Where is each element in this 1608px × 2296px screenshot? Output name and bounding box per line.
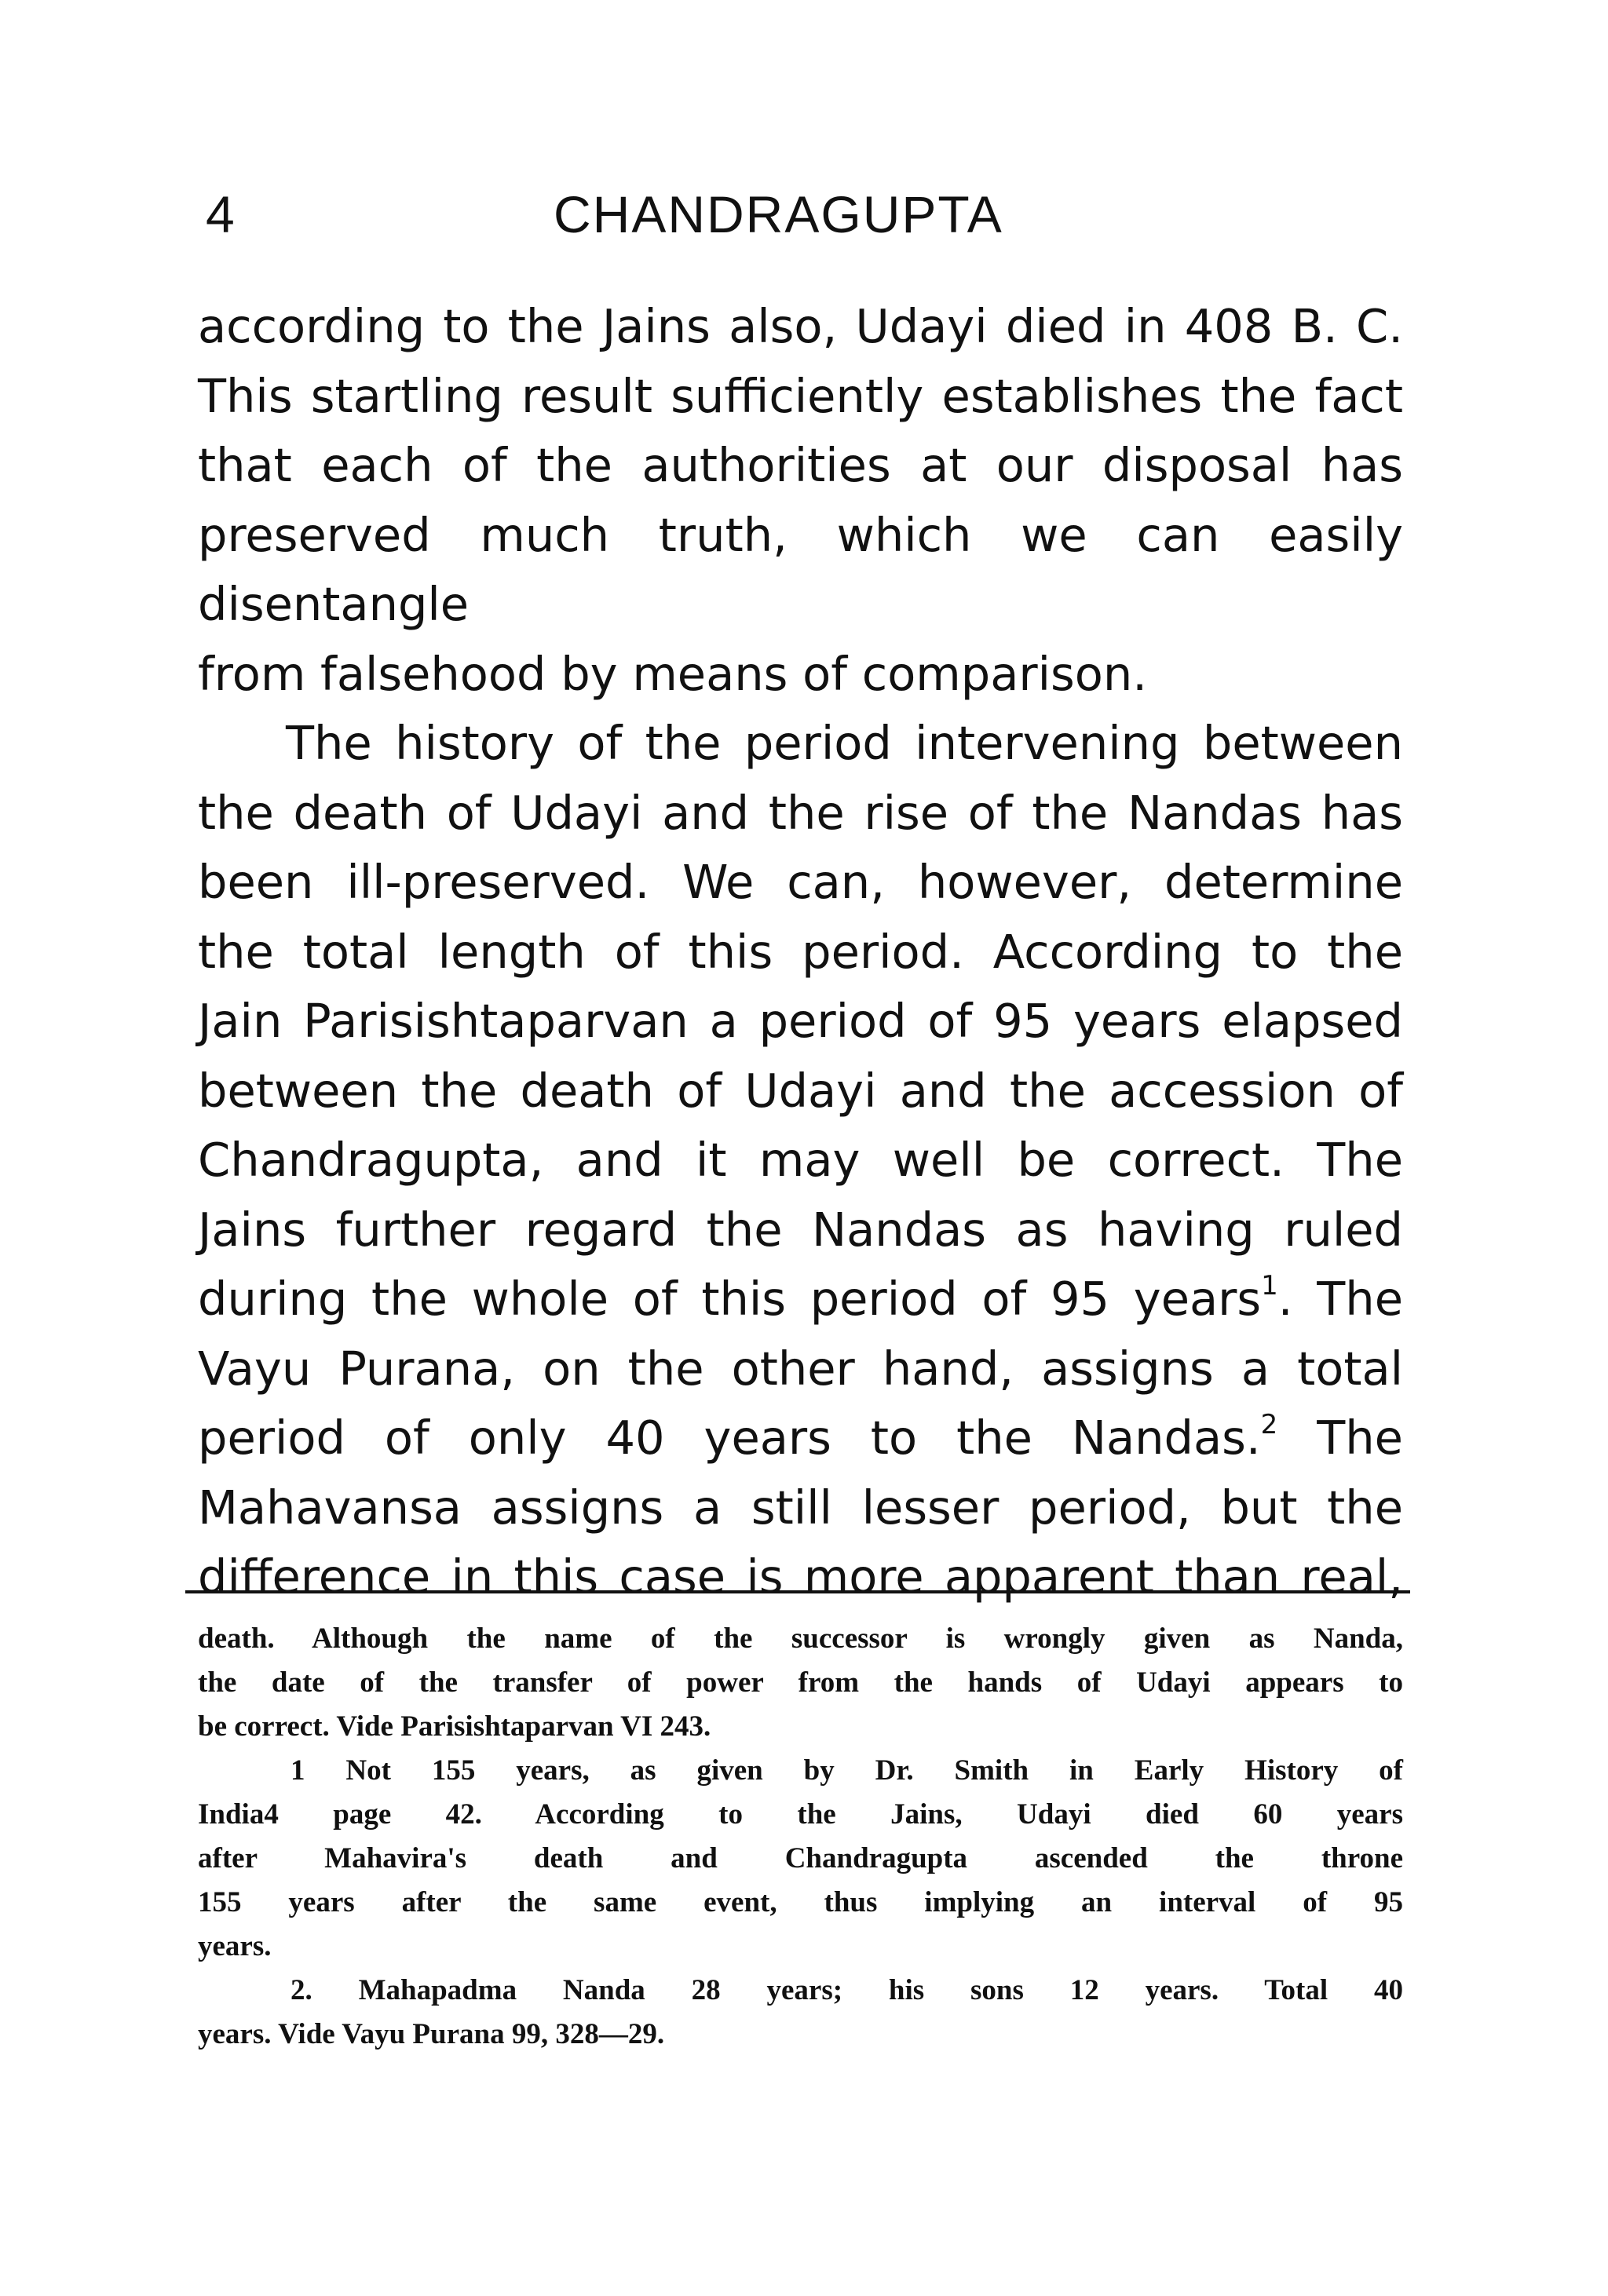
footnote-ref-2: 2: [1260, 1409, 1278, 1440]
body-line: according to the Jains also, Udayi died in 408 B. C.: [198, 299, 1403, 353]
footnote-line: 2. Mahapadma Nanda 28 years; his sons 12 years. Total 40: [291, 1974, 1403, 2006]
footnote-line: after Mahavira's death and Chandragupta ascended the throne: [198, 1842, 1403, 1874]
body-line: This startling result sufficiently establishes the fact: [198, 368, 1403, 423]
footnote-divider: [185, 1590, 1410, 1593]
body-line: difference in this case is more apparent than real,: [198, 1550, 1403, 1604]
body-line-text: period of only 40 years to the Nandas.: [198, 1411, 1261, 1465]
body-line-tail: The: [1277, 1411, 1403, 1465]
footnote-line: 155 years after the same event, thus implying an interval of 95: [198, 1886, 1403, 1918]
footnote-line: death. Although the name of the successor is wrongly given as Nanda,: [198, 1623, 1403, 1655]
body-line: The history of the period intervening between: [286, 716, 1403, 770]
footnote-line: the date of the transfer of power from the hands of Udayi appears to: [198, 1666, 1403, 1699]
body-line: been ill-preserved. We can, however, determine: [198, 855, 1403, 909]
main-text: [198, 292, 1403, 1612]
body-line: Chandragupta, and it may well be correct. The: [198, 1133, 1403, 1187]
body-line: the total length of this period. According to the: [198, 924, 1403, 979]
body-line: [198, 1265, 1403, 1334]
body-line: between the death of Udayi and the accession of: [198, 1063, 1403, 1118]
body-line: Mahavansa assigns a still lesser period, but the: [198, 1480, 1403, 1535]
body-line: the death of Udayi and the rise of the Nandas has: [198, 785, 1403, 840]
body-line: Vayu Purana, on the other hand, assigns a total: [198, 1341, 1403, 1396]
page-header: [196, 179, 1405, 250]
body-line: preserved much truth, which we can easily disentangle: [198, 507, 1403, 631]
footnote-ref-1: 1: [1261, 1270, 1278, 1301]
footnote-line: years.: [198, 1930, 272, 1962]
body-line: that each of the authorities at our disposal has: [198, 438, 1403, 492]
footnote-line: India4 page 42. According to the Jains, Udayi died 60 years: [198, 1798, 1403, 1831]
footnote-line: 1 Not 155 years, as given by Dr. Smith in Early History of: [291, 1754, 1403, 1787]
body-line: [198, 1404, 1403, 1473]
running-title: CHANDRAGUPTA: [554, 185, 1003, 243]
body-line-tail: . The: [1277, 1272, 1403, 1326]
page-number: 4: [206, 185, 235, 243]
footnote-line: years. Vide Vayu Purana 99, 328—29.: [198, 2018, 665, 2050]
body-line: from falsehood by means of comparison.: [198, 646, 1148, 701]
footnote-line: be correct. Vide Parisishtaparvan VI 243.: [198, 1710, 711, 1743]
footnotes: [198, 1617, 1403, 2057]
body-line-text: during the whole of this period of 95 years: [198, 1272, 1262, 1326]
body-line: Jains further regard the Nandas as having ruled: [198, 1202, 1403, 1257]
body-line: Jain Parisishtaparvan a period of 95 years elapsed: [198, 994, 1403, 1048]
